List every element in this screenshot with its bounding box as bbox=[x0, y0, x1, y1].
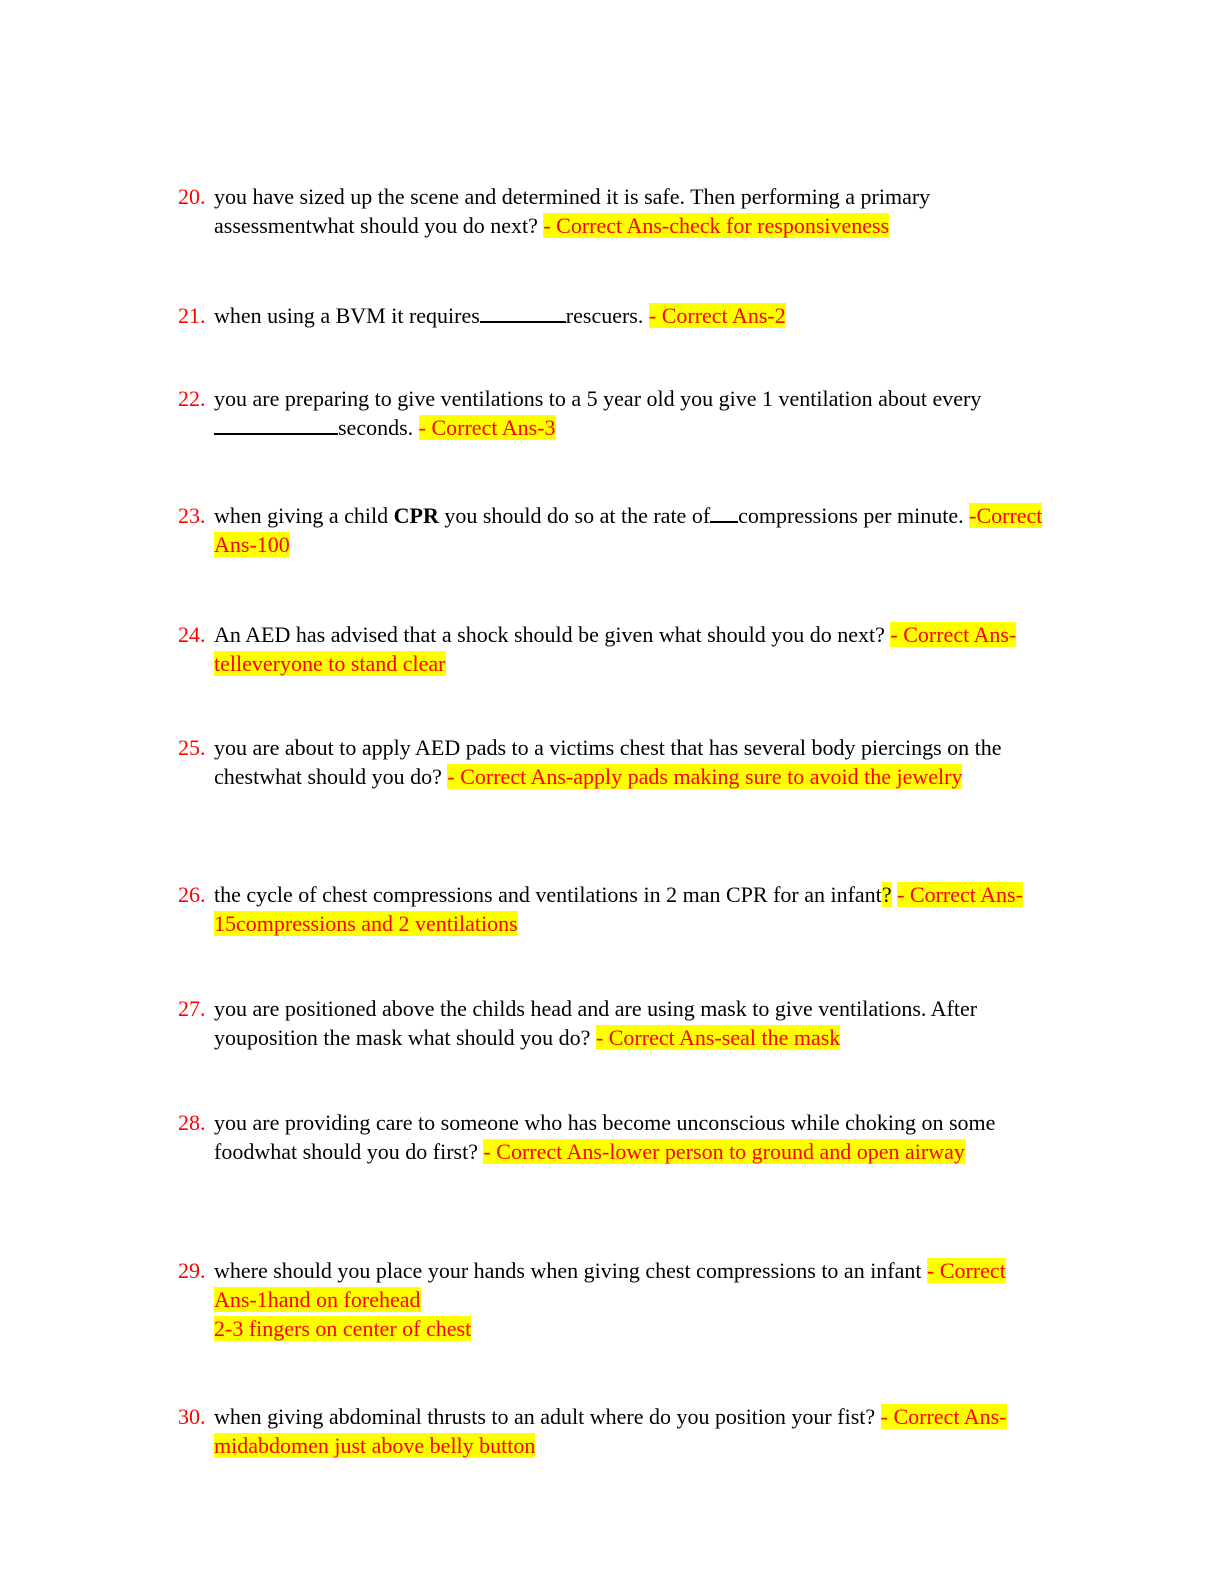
question-number: 29. bbox=[178, 1258, 206, 1283]
question-number: 23. bbox=[178, 503, 206, 528]
question-text-end: compressions per minute. bbox=[738, 503, 964, 528]
question-24 bbox=[178, 620, 1048, 678]
answer-question-mark: ? bbox=[881, 882, 892, 907]
question-body bbox=[214, 620, 1048, 678]
question-22 bbox=[178, 384, 1048, 442]
question-body bbox=[214, 501, 1048, 559]
question-text: you are preparing to give ventilations to a 5 year old you give 1 ventilation about every bbox=[214, 386, 982, 411]
question-text: where should you place your hands when giving chest compressions to an infant bbox=[214, 1258, 922, 1283]
question-30 bbox=[178, 1402, 1048, 1460]
question-body bbox=[214, 994, 1048, 1052]
correct-answer: - Correct Ans-lower person to ground and open airway bbox=[483, 1139, 965, 1164]
question-number: 22. bbox=[178, 386, 206, 411]
question-text: An AED has advised that a shock should be given what should you do next? bbox=[214, 622, 885, 647]
question-body bbox=[214, 1402, 1048, 1460]
question-text: you have sized up the scene and determined it is safe. Then performing a primary assessmentwhat should you do next? bbox=[214, 184, 931, 238]
question-text: when giving a child bbox=[214, 503, 389, 528]
question-text-bold: CPR bbox=[393, 503, 439, 528]
question-body bbox=[214, 182, 1048, 240]
question-number: 26. bbox=[178, 882, 206, 907]
question-number: 24. bbox=[178, 622, 206, 647]
question-20 bbox=[178, 182, 1048, 240]
question-text: when using a BVM it requires bbox=[214, 303, 480, 328]
answer-blank bbox=[214, 415, 338, 435]
correct-answer: -Correct Ans-100 bbox=[214, 503, 1043, 557]
question-number: 28. bbox=[178, 1110, 206, 1135]
correct-answer-line-2: 2-3 fingers on center of chest bbox=[214, 1316, 472, 1341]
correct-answer: - Correct Ans-2 bbox=[648, 303, 786, 328]
correct-answer: - Correct Ans-1hand on forehead bbox=[214, 1258, 1006, 1312]
question-number: 30. bbox=[178, 1404, 206, 1429]
question-body bbox=[214, 733, 1048, 791]
correct-answer: - Correct Ans-3 bbox=[418, 415, 556, 440]
question-23 bbox=[178, 501, 1048, 559]
question-text-mid: you should do so at the rate of bbox=[444, 503, 711, 528]
question-text: you are about to apply AED pads to a victims chest that has several body piercings on the chestwhat should you do? bbox=[214, 735, 1002, 789]
question-body bbox=[214, 1256, 1048, 1343]
question-text: the cycle of chest compressions and ventilations in 2 man CPR for an infant bbox=[214, 882, 882, 907]
question-text-end: rescuers. bbox=[565, 303, 644, 328]
answer-blank bbox=[710, 503, 738, 523]
answer-blank bbox=[480, 303, 566, 323]
question-body bbox=[214, 880, 1048, 938]
question-25 bbox=[178, 733, 1048, 791]
question-27 bbox=[178, 994, 1048, 1052]
question-body bbox=[214, 301, 1048, 330]
question-number: 27. bbox=[178, 996, 206, 1021]
question-29 bbox=[178, 1256, 1048, 1343]
correct-answer: - Correct Ans-telleveryone to stand clear bbox=[214, 622, 1017, 676]
question-number: 20. bbox=[178, 184, 206, 209]
question-body bbox=[214, 1108, 1048, 1166]
question-number: 25. bbox=[178, 735, 206, 760]
question-21 bbox=[178, 301, 1048, 330]
question-26 bbox=[178, 880, 1048, 938]
question-text-end: seconds. bbox=[338, 415, 414, 440]
question-number: 21. bbox=[178, 303, 206, 328]
question-text: when giving abdominal thrusts to an adult where do you position your fist? bbox=[214, 1404, 876, 1429]
correct-answer: - Correct Ans-apply pads making sure to avoid the jewelry bbox=[447, 764, 963, 789]
question-text: you are positioned above the childs head and are using mask to give ventilations. After youposition the mask what should you do? bbox=[214, 996, 978, 1050]
correct-answer: - Correct Ans-seal the mask bbox=[595, 1025, 841, 1050]
question-text: you are providing care to someone who has become unconscious while choking on some foodwhat should you do first? bbox=[214, 1110, 996, 1164]
correct-answer: - Correct Ans-15compressions and 2 ventilations bbox=[214, 882, 1023, 936]
question-28 bbox=[178, 1108, 1048, 1166]
question-body bbox=[214, 384, 1048, 442]
correct-answer: - Correct Ans-midabdomen just above belly button bbox=[214, 1404, 1007, 1458]
correct-answer: - Correct Ans-check for responsiveness bbox=[543, 213, 890, 238]
